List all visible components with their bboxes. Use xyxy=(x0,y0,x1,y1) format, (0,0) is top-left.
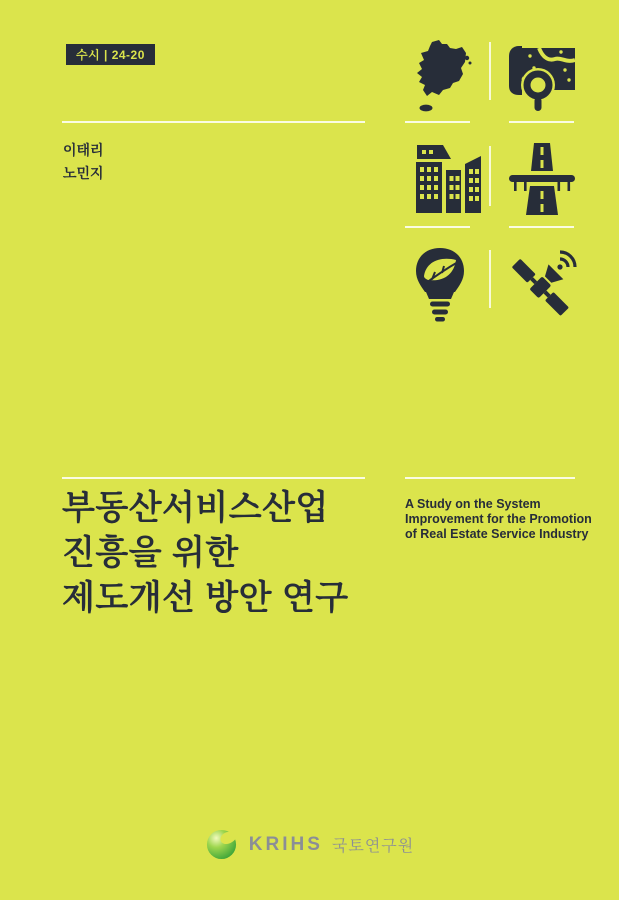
map-magnifier-icon xyxy=(505,38,579,112)
title-line: 진흥을 위한 xyxy=(62,534,239,572)
krihs-logo-mark xyxy=(205,828,238,861)
divider xyxy=(405,121,470,123)
divider xyxy=(405,477,575,479)
publisher-acronym: KRIHS xyxy=(248,833,323,855)
korea-map-icon xyxy=(406,38,472,114)
title-line: of Real Estate Service Industry xyxy=(405,526,589,541)
report-title-korean xyxy=(62,486,392,621)
divider xyxy=(489,146,491,206)
divider xyxy=(509,226,574,228)
title-line: 제도개선 방안 연구 xyxy=(62,579,349,617)
title-line: 부동산서비스산업 xyxy=(62,489,329,527)
publisher-name: 국토연구원 xyxy=(331,838,415,855)
satellite-icon xyxy=(504,243,582,321)
author-name: 노민지 xyxy=(63,165,104,181)
divider xyxy=(509,121,574,123)
author-name: 이태리 xyxy=(63,142,104,158)
divider xyxy=(489,250,491,308)
eco-bulb-icon xyxy=(409,246,471,324)
title-line: Improvement for the Promotion xyxy=(405,511,592,526)
author-list xyxy=(63,139,104,185)
buildings-icon xyxy=(404,143,482,213)
divider xyxy=(489,42,491,100)
divider xyxy=(405,226,470,228)
divider xyxy=(62,121,365,123)
publisher-logo xyxy=(0,828,619,861)
highway-icon xyxy=(507,141,577,215)
divider xyxy=(62,477,365,479)
title-line: A Study on the System xyxy=(405,497,541,511)
report-title-english xyxy=(405,497,595,541)
report-number-badge: 수시 | 24-20 xyxy=(66,44,155,65)
